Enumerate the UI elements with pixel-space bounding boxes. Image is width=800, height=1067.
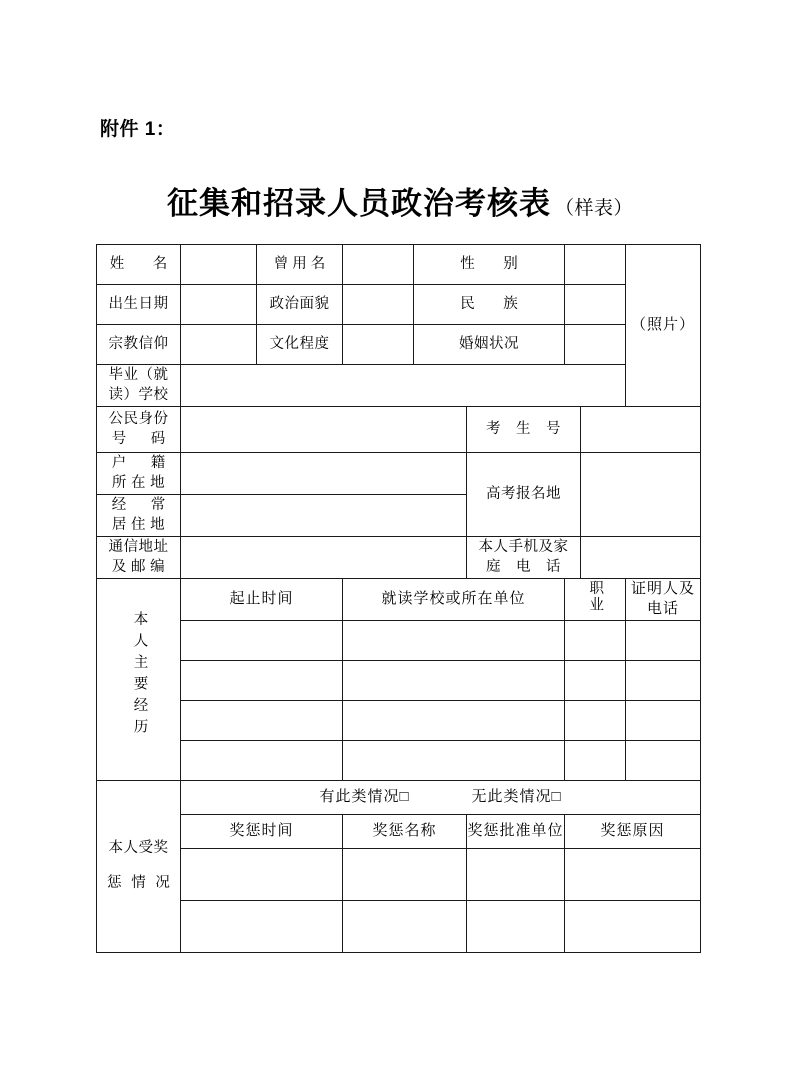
table-row bbox=[97, 900, 701, 952]
marital-status-label: 婚姻状况 bbox=[414, 325, 565, 365]
table-row bbox=[97, 740, 701, 780]
experience-section-label-text: 本人主要经历 bbox=[131, 611, 148, 741]
rewards-none-checkbox[interactable]: □ bbox=[551, 788, 562, 805]
exam-number-input[interactable] bbox=[581, 407, 701, 453]
rewards-none-option[interactable] bbox=[472, 787, 562, 807]
phone-label-line1: 本人手机及家 bbox=[478, 538, 569, 555]
id-number-label-line2: 号 码 bbox=[111, 430, 171, 447]
education-level-input[interactable] bbox=[343, 325, 414, 365]
education-level-label: 文化程度 bbox=[257, 325, 343, 365]
experience-col-period: 起止时间 bbox=[181, 579, 343, 621]
experience-organization-input[interactable] bbox=[343, 700, 565, 740]
rewards-col-name: 奖惩名称 bbox=[343, 814, 467, 848]
table-row bbox=[97, 660, 701, 700]
table-row-school bbox=[97, 365, 701, 407]
table-row-contact bbox=[97, 537, 701, 579]
phone-input[interactable] bbox=[581, 537, 701, 579]
gaokao-place-input[interactable] bbox=[581, 453, 701, 537]
school-label-line1: 毕业（就 bbox=[108, 366, 169, 383]
rewards-section-label-lines bbox=[97, 838, 180, 894]
experience-section-label bbox=[97, 579, 181, 781]
rewards-col-authority: 奖惩批准单位 bbox=[467, 814, 565, 848]
former-name-input[interactable] bbox=[343, 245, 414, 285]
rewards-none-option-label: 无此类情况 bbox=[471, 788, 552, 805]
photo-placeholder[interactable]: （照片） bbox=[626, 245, 701, 407]
rewards-col-reason: 奖惩原因 bbox=[565, 814, 701, 848]
rewards-options-row bbox=[181, 780, 701, 814]
page-title bbox=[0, 178, 800, 223]
title-sample-note: （样表） bbox=[554, 198, 633, 219]
table-row-name bbox=[97, 245, 701, 285]
current-residence-label bbox=[97, 495, 181, 537]
id-number-label bbox=[97, 407, 181, 453]
id-number-label-line1: 公民身份 bbox=[108, 410, 169, 427]
rewards-authority-input[interactable] bbox=[467, 848, 565, 900]
rewards-reason-input[interactable] bbox=[565, 848, 701, 900]
experience-reference-input[interactable] bbox=[626, 740, 701, 780]
experience-period-input[interactable] bbox=[181, 700, 343, 740]
experience-reference-input[interactable] bbox=[626, 660, 701, 700]
table-row-rewards-header bbox=[97, 814, 701, 848]
rewards-col-time: 奖惩时间 bbox=[181, 814, 343, 848]
table-row-birth bbox=[97, 285, 701, 325]
school-label-line2: 读）学校 bbox=[108, 386, 169, 403]
experience-organization-input[interactable] bbox=[343, 620, 565, 660]
rewards-has-checkbox[interactable]: □ bbox=[399, 788, 410, 805]
table-row-rewards-options bbox=[97, 780, 701, 814]
religion-input[interactable] bbox=[181, 325, 257, 365]
political-status-label: 政治面貌 bbox=[257, 285, 343, 325]
rewards-has-option[interactable] bbox=[319, 787, 409, 807]
rewards-name-input[interactable] bbox=[343, 848, 467, 900]
experience-col-organization: 就读学校或所在单位 bbox=[343, 579, 565, 621]
table-row-id-number bbox=[97, 407, 701, 453]
experience-occupation-input[interactable] bbox=[565, 660, 626, 700]
experience-period-input[interactable] bbox=[181, 660, 343, 700]
experience-organization-input[interactable] bbox=[343, 660, 565, 700]
gender-label: 性 别 bbox=[414, 245, 565, 285]
current-residence-input[interactable] bbox=[181, 495, 467, 537]
former-name-label: 曾用名 bbox=[257, 245, 343, 285]
household-label-line2: 所 在 地 bbox=[111, 474, 166, 491]
table-row bbox=[97, 620, 701, 660]
name-input[interactable] bbox=[181, 245, 257, 285]
rewards-section-label-line1: 本人受奖 bbox=[108, 839, 169, 856]
name-label: 姓 名 bbox=[97, 245, 181, 285]
exam-number-label: 考 生 号 bbox=[467, 407, 581, 453]
phone-label-line2: 庭 电 话 bbox=[486, 558, 562, 575]
address-input[interactable] bbox=[181, 537, 467, 579]
id-number-input[interactable] bbox=[181, 407, 467, 453]
address-label-line2: 及 邮 编 bbox=[111, 558, 166, 575]
experience-period-input[interactable] bbox=[181, 740, 343, 780]
experience-occupation-input[interactable] bbox=[565, 620, 626, 660]
ethnicity-label: 民 族 bbox=[414, 285, 565, 325]
address-label-line1: 通信地址 bbox=[108, 538, 169, 555]
marital-status-input[interactable] bbox=[565, 325, 626, 365]
title-main-text: 征集和招录人员政治考核表 bbox=[166, 186, 551, 221]
table-row bbox=[97, 848, 701, 900]
experience-occupation-input[interactable] bbox=[565, 740, 626, 780]
birth-date-label: 出生日期 bbox=[97, 285, 181, 325]
current-residence-label-line2: 居 住 地 bbox=[111, 516, 166, 533]
experience-col-occupation bbox=[565, 579, 626, 621]
rewards-reason-input[interactable] bbox=[565, 900, 701, 952]
rewards-time-input[interactable] bbox=[181, 900, 343, 952]
experience-col-occupation-text: 职业 bbox=[587, 579, 604, 613]
ethnicity-input[interactable] bbox=[565, 285, 626, 325]
table-row-religion bbox=[97, 325, 701, 365]
rewards-section-label bbox=[97, 780, 181, 952]
experience-occupation-input[interactable] bbox=[565, 700, 626, 740]
address-label bbox=[97, 537, 181, 579]
political-review-form-table bbox=[96, 244, 701, 953]
experience-organization-input[interactable] bbox=[343, 740, 565, 780]
table-row bbox=[97, 700, 701, 740]
rewards-authority-input[interactable] bbox=[467, 900, 565, 952]
school-input[interactable] bbox=[181, 365, 626, 407]
experience-reference-input[interactable] bbox=[626, 620, 701, 660]
rewards-section-label-line2: 惩 情 况 bbox=[107, 875, 173, 891]
table-row-household bbox=[97, 453, 701, 495]
table-row-experience-header bbox=[97, 579, 701, 621]
gaokao-place-label: 高考报名地 bbox=[467, 453, 581, 537]
rewards-has-option-label: 有此类情况 bbox=[319, 788, 400, 805]
experience-period-input[interactable] bbox=[181, 620, 343, 660]
household-input[interactable] bbox=[181, 453, 467, 495]
gender-input[interactable] bbox=[565, 245, 626, 285]
rewards-name-input[interactable] bbox=[343, 900, 467, 952]
political-status-input[interactable] bbox=[343, 285, 414, 325]
religion-label: 宗教信仰 bbox=[97, 325, 181, 365]
current-residence-label-line1: 经 常 bbox=[111, 496, 171, 513]
rewards-time-input[interactable] bbox=[181, 848, 343, 900]
household-label-line1: 户 籍 bbox=[111, 454, 171, 471]
phone-label bbox=[467, 537, 581, 579]
experience-reference-input[interactable] bbox=[626, 700, 701, 740]
experience-col-reference: 证明人及电话 bbox=[626, 579, 701, 621]
birth-date-input[interactable] bbox=[181, 285, 257, 325]
attachment-label: 附件 1： bbox=[100, 119, 176, 140]
household-label bbox=[97, 453, 181, 495]
school-label bbox=[97, 365, 181, 407]
